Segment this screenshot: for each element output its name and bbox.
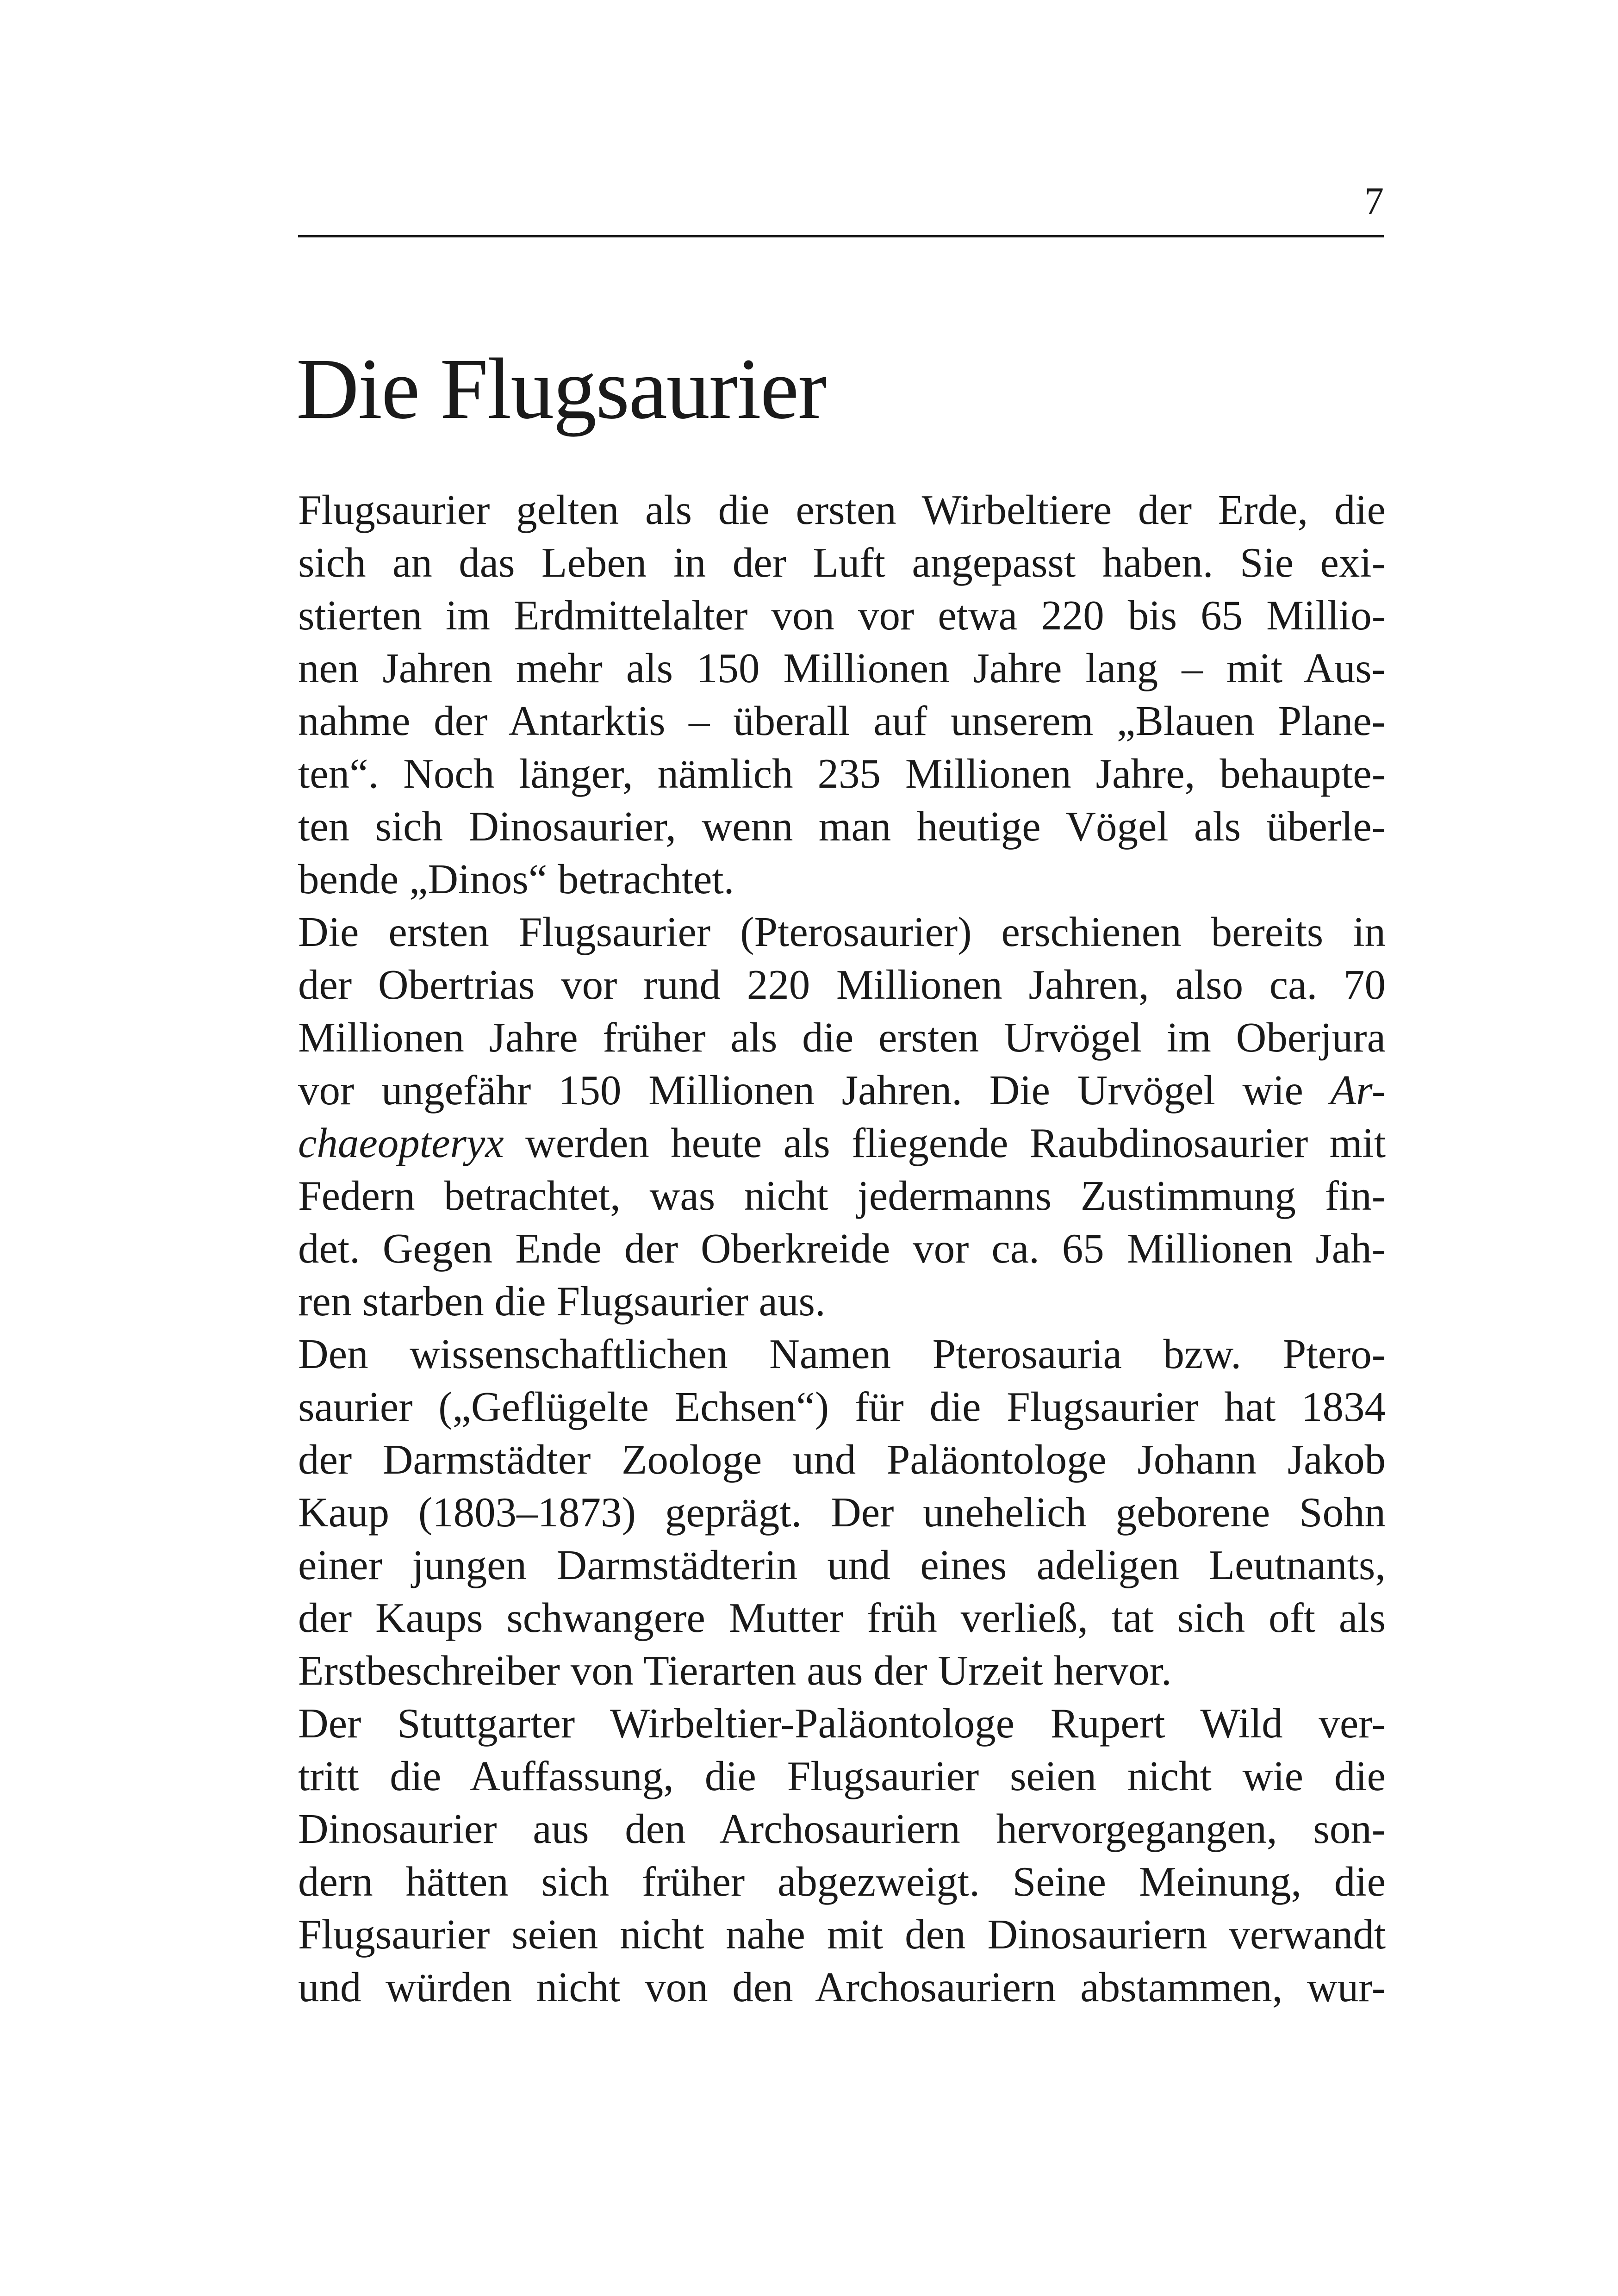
body-line: Der Stuttgarter Wirbeltier-Paläontologe Rupert Wild ver- bbox=[298, 1700, 1386, 1747]
body-line-text: vor ungefähr 150 Millionen Jahren. Die Urvögel wie bbox=[298, 1067, 1331, 1114]
body-line: saurier („Geflügelte Echsen“) für die Flugsaurier hat 1834 bbox=[298, 1383, 1386, 1430]
body-line: der Kaups schwangere Mutter früh verließ, tat sich oft als bbox=[298, 1594, 1386, 1641]
body-line: Flugsaurier gelten als die ersten Wirbeltiere der Erde, die bbox=[298, 486, 1386, 533]
body-line: ten sich Dinosaurier, wenn man heutige Vögel als überle- bbox=[298, 803, 1386, 850]
page-number: 7 bbox=[1364, 180, 1384, 223]
body-line: Kaup (1803–1873) geprägt. Der unehelich geborene Sohn bbox=[298, 1489, 1386, 1536]
body-line: Dinosaurier aus den Archosauriern hervorgegangen, son- bbox=[298, 1805, 1386, 1852]
body-line: der Darmstädter Zoologe und Paläontologe Johann Jakob bbox=[298, 1436, 1386, 1483]
species-name-italic: chaeopteryx bbox=[298, 1120, 504, 1166]
body-line: Erstbeschreiber von Tierarten aus der Urzeit hervor. bbox=[298, 1647, 1172, 1694]
body-line: tritt die Auffassung, die Flugsaurier seien nicht wie die bbox=[298, 1753, 1386, 1799]
body-line: dern hätten sich früher abgezweigt. Seine Meinung, die bbox=[298, 1858, 1386, 1905]
body-line: Federn betrachtet, was nicht jedermanns Zustimmung fin- bbox=[298, 1172, 1386, 1219]
species-name-italic: Ar- bbox=[1330, 1067, 1386, 1114]
body-line: und würden nicht von den Archosauriern abstammen, wur- bbox=[298, 1964, 1386, 2010]
body-line: Flugsaurier seien nicht nahe mit den Dinosauriern verwandt bbox=[298, 1911, 1386, 1958]
body-line: ten“. Noch länger, nämlich 235 Millionen Jahre, behaupte- bbox=[298, 750, 1386, 797]
body-line-text: werden heute als fliegende Raubdinosaurier mit bbox=[504, 1120, 1386, 1166]
body-line bbox=[298, 1064, 1386, 1117]
body-line: nen Jahren mehr als 150 Millionen Jahre lang – mit Aus- bbox=[298, 645, 1386, 691]
body-line: einer jungen Darmstädterin und eines adeligen Leutnants, bbox=[298, 1542, 1386, 1588]
body-line: sich an das Leben in der Luft angepasst haben. Sie exi- bbox=[298, 539, 1386, 586]
body-line: bende „Dinos“ betrachtet. bbox=[298, 856, 734, 902]
header-rule bbox=[298, 235, 1384, 237]
chapter-title: Die Flugsaurier bbox=[296, 340, 826, 437]
body-line bbox=[298, 1117, 1386, 1170]
body-line: Millionen Jahre früher als die ersten Urvögel im Oberjura bbox=[298, 1014, 1386, 1061]
body-line: Den wissenschaftlichen Namen Pterosauria bzw. Ptero- bbox=[298, 1331, 1386, 1377]
body-line: det. Gegen Ende der Oberkreide vor ca. 65 Millionen Jah- bbox=[298, 1225, 1386, 1272]
body-line: nahme der Antarktis – überall auf unserem „Blauen Plane- bbox=[298, 697, 1386, 744]
body-line: Die ersten Flugsaurier (Pterosaurier) erschienen bereits in bbox=[298, 908, 1386, 955]
body-line: ren starben die Flugsaurier aus. bbox=[298, 1278, 826, 1325]
body-text bbox=[298, 484, 1386, 2014]
body-line: der Obertrias vor rund 220 Millionen Jahren, also ca. 70 bbox=[298, 961, 1386, 1008]
body-line: stierten im Erdmittelalter von vor etwa 220 bis 65 Millio- bbox=[298, 592, 1386, 639]
